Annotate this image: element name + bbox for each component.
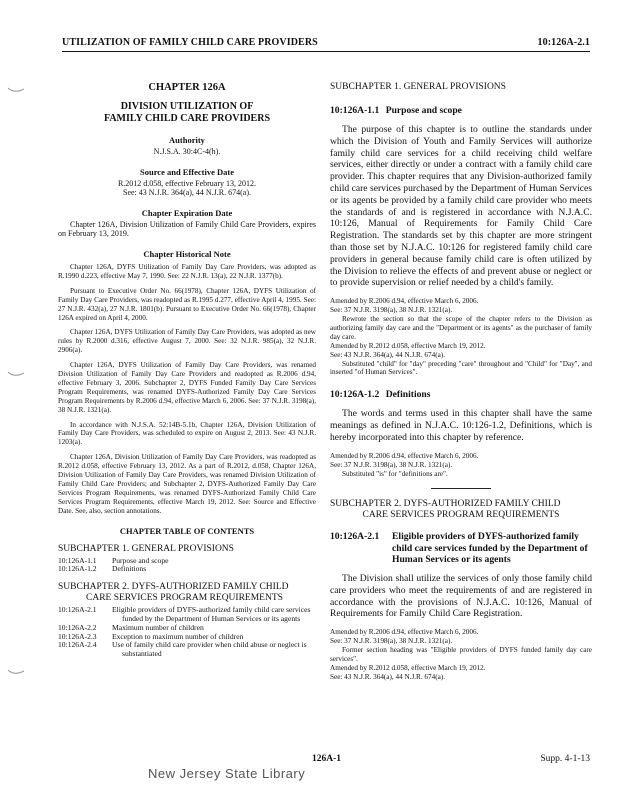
toc-item-number: 10:126A-2.4: [58, 640, 97, 650]
section-2-1-notes: [330, 628, 592, 681]
subchapter-2-heading-line-1: SUBCHAPTER 2. DYFS-AUTHORIZED FAMILY CHILD: [330, 499, 561, 510]
section-divider: [431, 488, 491, 489]
margin-mark: [6, 668, 28, 676]
header-title: UTILIZATION OF FAMILY CHILD CARE PROVIDERS: [62, 37, 318, 48]
toc-item-title: Purpose and scope: [112, 555, 169, 565]
division-title-1: DIVISION UTILIZATION OF: [120, 101, 254, 112]
toc-list-2: [58, 606, 316, 659]
library-watermark: New Jersey State Library: [148, 766, 306, 781]
expiration-heading: Chapter Expiration Date: [141, 207, 233, 218]
history-note: Chapter 126A, DYFS Utilization of Family Day Care Providers, was adopted as new rules by R.2000 d.316, effective August 7, 2000. See: 32 N.J.R. 985(a), 32 N.J.R. 2906(a).: [58, 328, 316, 355]
history-note: Pursuant to Executive Order No. 66(1978), Chapter 126A, DYFS Utilization of Family Day Care Providers, was readopted as R.1995 d.277, effective April 4, 1995. See: 27 N.J.R. 432(a), 27 N.J.R. 1801(b). Pursuant to Executive Order No. 66(1978), Chapter 126A expired on April 4, 2000.: [58, 286, 316, 322]
history-note: Chapter 126A, DYFS Utilization of Family Day Care Providers, was adopted as R.1990 d.223, effective May 7, 1990. See: 22 N.J.R. 13(a), 22 N.J.R. 1377(b).: [58, 262, 316, 280]
toc-item-number: 10:126A-1.1: [58, 555, 97, 565]
authority-text: N.J.S.A. 30:4C-4(h).: [153, 147, 221, 156]
amendment-note: Rewrote the section so that the scope of the chapter refers to the Division as authorizing family day care and the "Department or its agents" as the purchaser of family day care.: [330, 314, 592, 341]
authority-heading: Authority: [169, 135, 205, 145]
source-text-2: See: 43 N.J.R. 364(a), 44 N.J.R. 674(a).: [123, 188, 251, 198]
amendment-note: Amended by R.2012 d.058, effective March 19, 2012.: [330, 341, 486, 350]
toc-item-title: Definitions: [112, 564, 147, 574]
margin-mark: [6, 86, 28, 94]
toc-heading: CHAPTER TABLE OF CONTENTS: [119, 525, 255, 536]
toc-item-number: 10:126A-2.1: [58, 605, 97, 615]
amendment-note: See: 37 N.J.R. 3198(a), 38 N.J.R. 1321(a).: [330, 637, 453, 646]
division-title-2: FAMILY CHILD CARE PROVIDERS: [103, 113, 271, 124]
amendment-note: Amended by R.2006 d.94, effective March 6, 2006.: [330, 628, 479, 637]
amendment-note: Amended by R.2006 d.94, effective March 6, 2006.: [330, 451, 479, 460]
section-1-2-heading: [330, 389, 592, 400]
history-note: Chapter 126A, Division Utilization of Family Day Care Providers, was readopted as R.2012 d.058, effective February 13, 2012. As a part of R.2012, d.058, Chapter 126A, Division Utilization of Family Day Care Providers, was renamed Division Utilization of Family Child Care Providers; and Subchapter 2, DYFS-Authorized Family Day Care Services Program Requirements, was renamed DYFS-Authorized Family Child Care Services Program Requirements, effective March 19, 2012. See: Source and Effective Date. See, also, section annotations.: [58, 453, 316, 515]
toc-item-number: 10:126A-2.2: [58, 622, 97, 632]
toc-list-1: [58, 557, 316, 575]
source-heading: Source and Effective Date: [139, 166, 235, 177]
toc-subchapter-2-line-1: SUBCHAPTER 2. DYFS-AUTHORIZED FAMILY CHILD: [58, 582, 289, 593]
amendment-note: See: 43 N.J.R. 364(a), 44 N.J.R. 674(a).: [330, 350, 445, 359]
amendment-note: Amended by R.2012 d.058, effective March 19, 2012.: [330, 663, 486, 672]
toc-item-number: 10:126A-1.2: [58, 564, 97, 574]
toc-item-number: 10:126A-2.3: [58, 631, 97, 641]
section-2-1-body: The Division shall utilize the services of only those family child care providers who meet the requirements of and are registered in accordance with the provisions of N.J.A.C. 10:126, Manual of Requirements for Family Child Care Registration.: [330, 573, 592, 620]
amendment-note: Substituted "child" for "day" preceding "care" throughout and "Child" for "Day", and inserted "of Human Services".: [330, 359, 592, 377]
toc-item-title: Eligible providers of DYFS-authorized family child care services funded by the Department of Human Services or its agents: [112, 605, 311, 624]
subchapter-2-heading-line-2: CARE SERVICES PROGRAM REQUIREMENTS: [362, 510, 560, 521]
supplement-date: Supp. 4-1-13: [540, 754, 590, 764]
section-1-2-body: The words and terms used in this chapter shall have the same meanings as defined in N.J.A.C. 10:126-1.2, Definitions, which is hereby incorporated into this chapter by reference.: [330, 408, 592, 443]
page-number: 126A-1: [312, 754, 342, 764]
section-title: Definitions: [385, 389, 431, 401]
history-heading: Chapter Historical Note: [143, 248, 231, 259]
toc-item-title: Use of family child care provider when child abuse or neglect is substantiated: [112, 640, 307, 659]
subchapter-1-heading: SUBCHAPTER 1. GENERAL PROVISIONS: [330, 82, 506, 92]
toc-item: [58, 641, 316, 659]
amendment-note: See: 37 N.J.R. 3198(a), 38 N.J.R. 1321(a).: [330, 306, 453, 315]
toc-item: [58, 565, 316, 574]
section-1-2-notes: [330, 452, 592, 479]
section-number: 10:126A-1.1: [330, 105, 380, 116]
section-1-1-heading: [330, 105, 592, 116]
toc-item: [58, 606, 316, 624]
history-note: In accordance with N.J.S.A. 52:14B-5.1b, Chapter 126A, Division Utilization of Family Day Care Providers, was scheduled to expire on August 2, 2013. See: 43 N.J.R. 1203(a).: [58, 420, 316, 447]
right-column: [330, 82, 592, 682]
chapter-number: CHAPTER 126A: [148, 82, 226, 93]
running-header: [62, 37, 590, 52]
section-title: Eligible providers of DYFS-authorized family child care services funded by the Department of Human Services or its agents: [392, 531, 588, 565]
margin-mark: [6, 370, 28, 378]
amendment-note: Amended by R.2006 d.94, effective March 6, 2006.: [330, 297, 479, 306]
section-1-1-body: The purpose of this chapter is to outline the standards under which the Division of Youth and Family Services will authorize family child care services for a child receiving child welfare services, either directly or under a contract with a family child care provider. This chapter requires that any Division-authorized family child care services purchased by the Department of Human Services or its agents be provided by a family child care provider who meets the standards of and is registered in accordance with N.J.A.C. 10:126, Manual of Requirements for Family Child Care Registration. The standards set by this chapter are more stringent than those set by N.J.A.C. 10:126 for registered family child care providers in general because family child care is often utilized by the Division to relieve the effects of and prevent abuse or neglect or to provide supervision or relief needed by a child's family.: [330, 124, 592, 289]
amendment-note: See: 43 N.J.R. 364(a), 44 N.J.R. 674(a).: [330, 672, 445, 681]
amendment-note: See: 37 N.J.R. 3198(a), 38 N.J.R. 1321(a).: [330, 460, 453, 469]
left-column: [58, 82, 316, 659]
section-2-1-heading: [330, 531, 592, 565]
header-section: 10:126A-2.1: [537, 37, 590, 48]
toc-subchapter-1: SUBCHAPTER 1. GENERAL PROVISIONS: [58, 543, 234, 554]
amendment-note: Substituted "is" for "definitions are".: [342, 469, 448, 478]
toc-item-title: Exception to maximum number of children: [112, 631, 244, 641]
section-number: 10:126A-1.2: [330, 389, 380, 401]
expiration-text: Chapter 126A, Division Utilization of Family Child Care Providers, expires on February 13, 2019.: [58, 219, 316, 239]
toc-item-title: Maximum number of children: [112, 622, 204, 632]
section-title: Purpose and scope: [385, 105, 462, 116]
source-text-1: R.2012 d.058, effective February 13, 2012.: [117, 178, 257, 188]
history-note: Chapter 126A, DYFS Utilization of Family Day Care Providers, was renamed Division Utilization of Family Day Care Providers and readopted as R.2006 d.94, effective February 3, 2006. Subchapter 2, DYFS Funded Family Day Care Services Program Requirements, was renamed DYFS-Authorized Family Day Care Services Program Requirements by R.2006 d.94, effective March 6, 2006. See: 37 N.J.R. 3198(a), 38 N.J.R. 1321(a).: [58, 361, 316, 414]
section-number: 10:126A-2.1: [330, 531, 380, 543]
toc-subchapter-2-line-2: CARE SERVICES PROGRAM REQUIREMENTS: [86, 593, 283, 604]
section-1-1-notes: [330, 297, 592, 377]
page-footer: [62, 754, 590, 768]
amendment-note: Former section heading was "Eligible providers of DYFS funded family day care services".: [330, 646, 592, 663]
